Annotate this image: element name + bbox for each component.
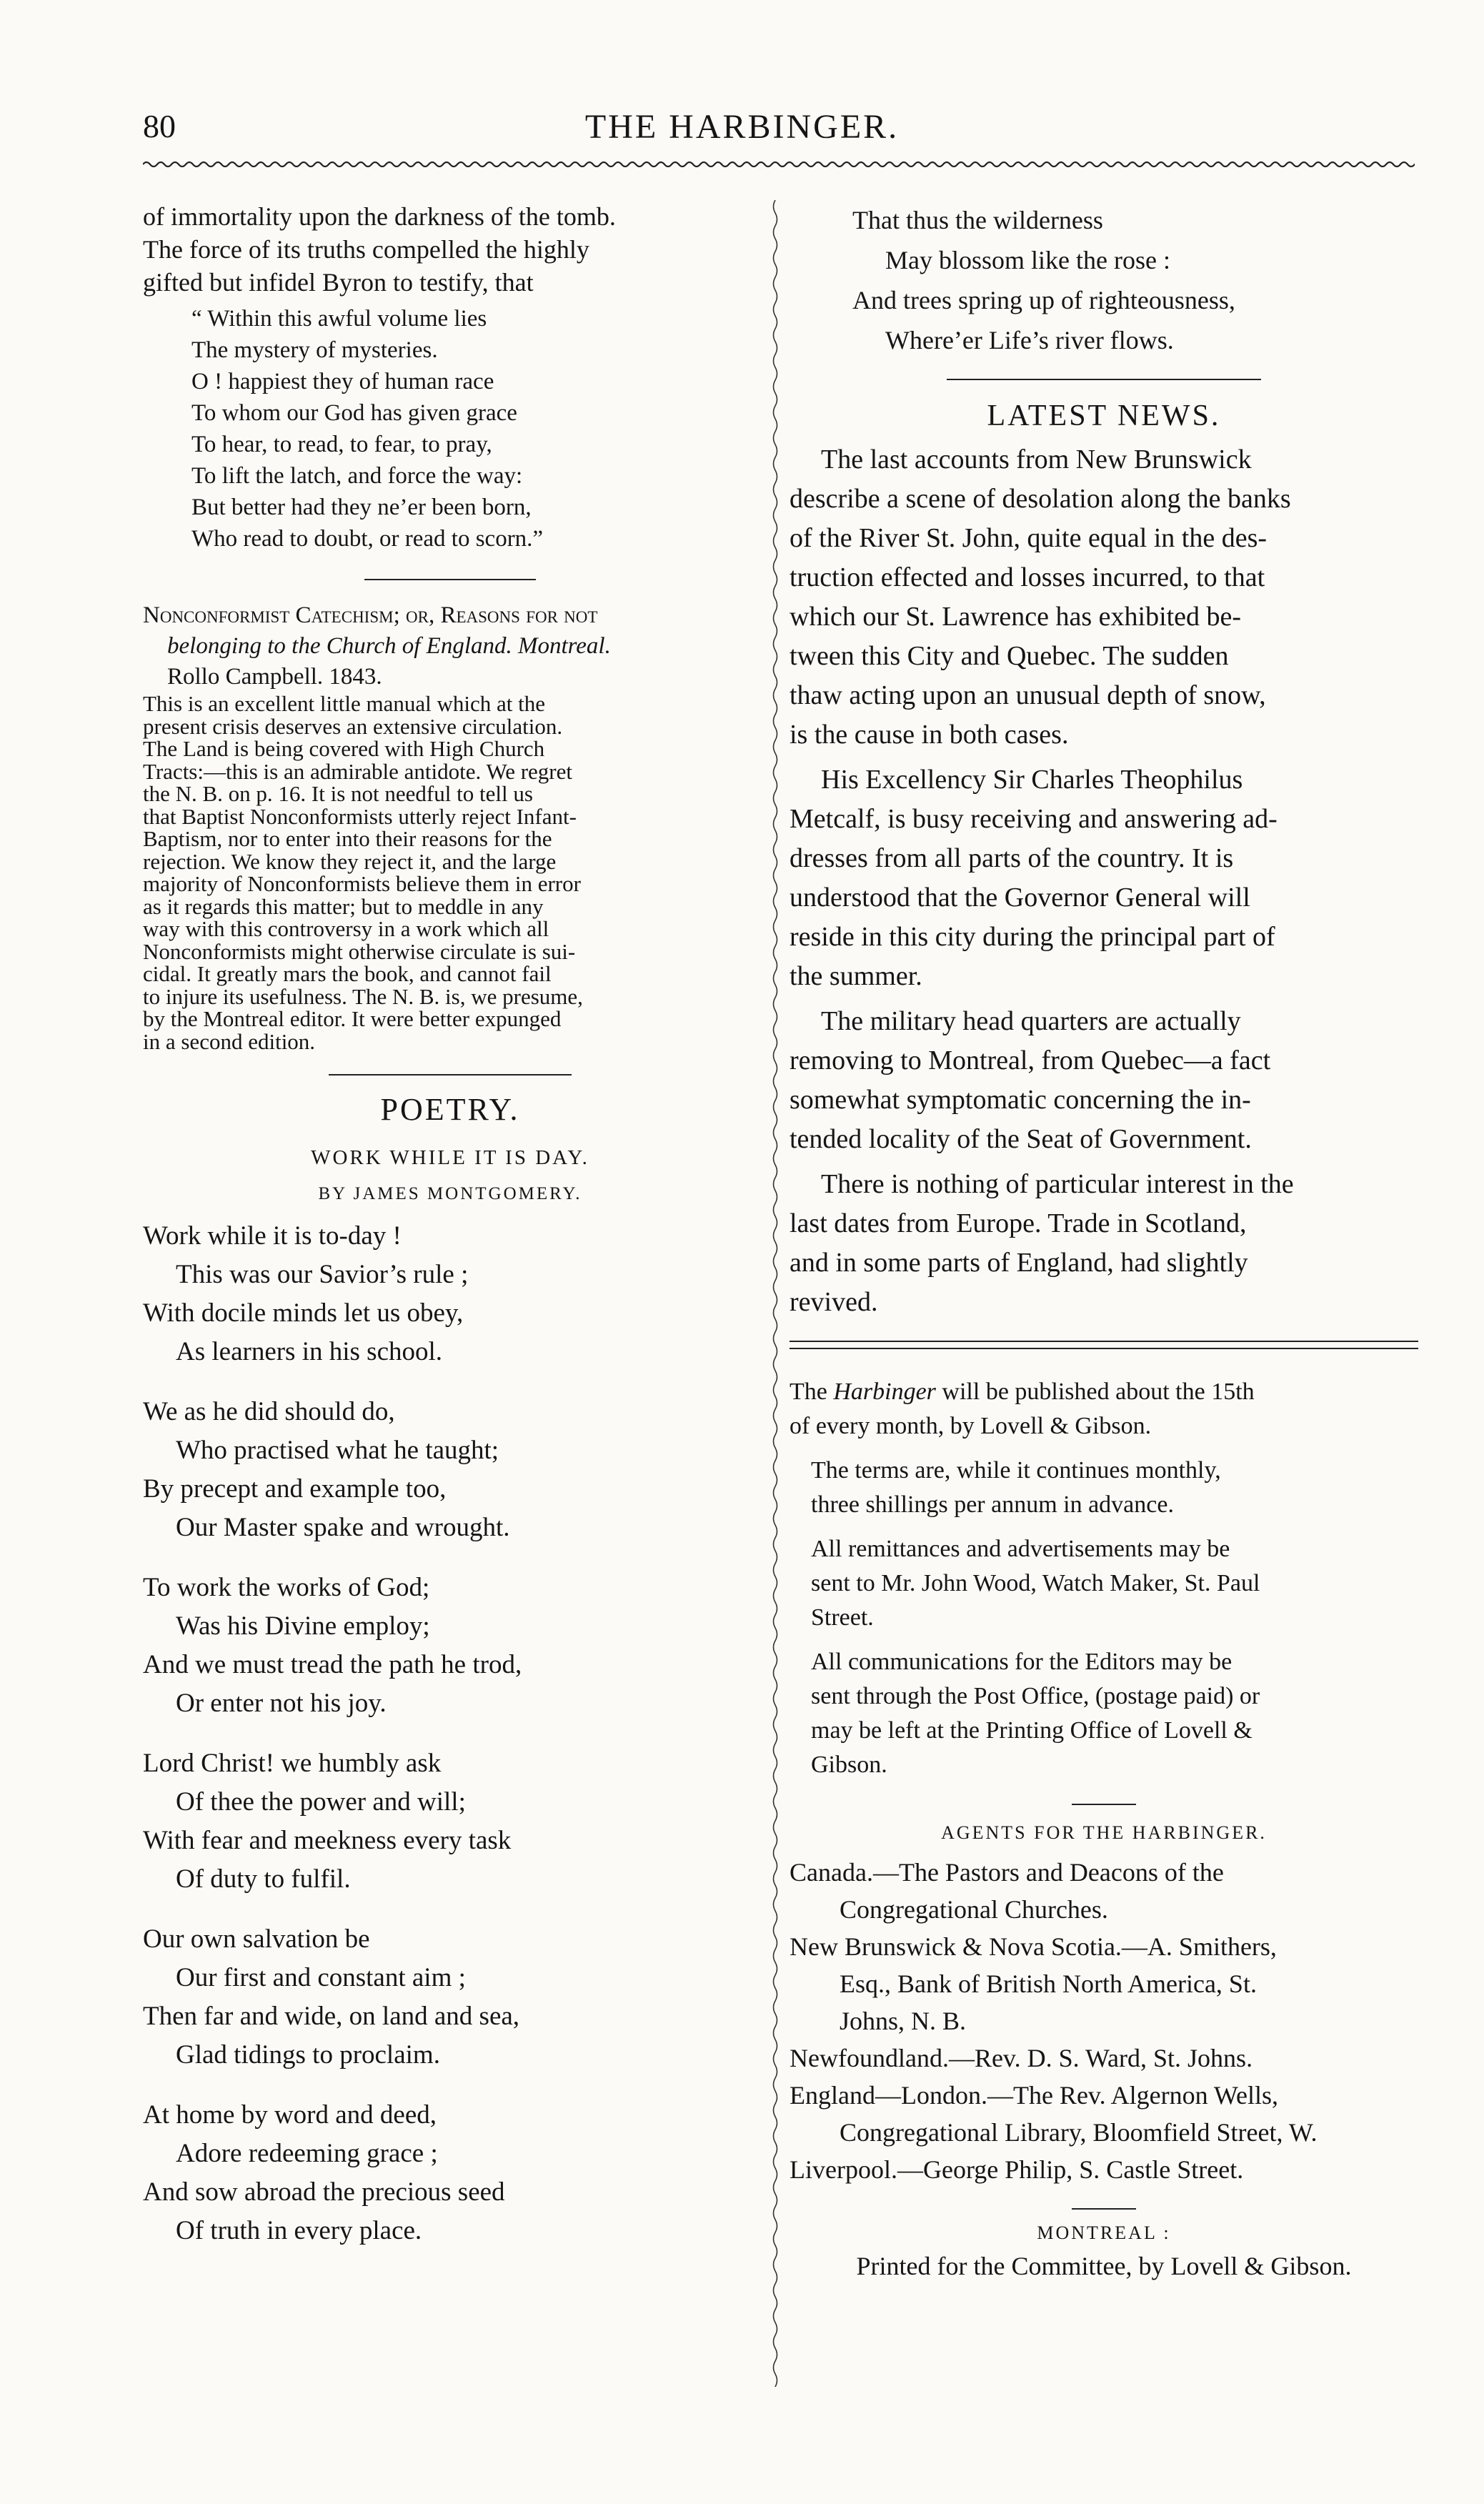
agent-line: Congregational Library, Bloomfield Street, W. — [840, 2118, 1318, 2147]
agent-entry — [790, 2040, 1418, 2077]
review-line: by the Montreal editor. It were better expunged — [143, 1006, 562, 1031]
agent-line: Johns, N. B. — [840, 2007, 967, 2035]
agent-line: Newfoundland.—Rev. D. S. Ward, St. Johns. — [790, 2044, 1253, 2072]
byron-quotation — [143, 303, 757, 555]
section-rule — [947, 379, 1261, 380]
news-line: and in some parts of England, had slightly — [790, 1248, 1248, 1278]
agents-list — [790, 1854, 1418, 2188]
poem-line: We as he did should do, — [143, 1397, 395, 1426]
left-column — [143, 200, 757, 2272]
review-citation-line: Nonconformist Catechism; or, Reasons for not — [143, 602, 598, 628]
notice-remittances — [790, 1532, 1418, 1635]
review-line: Baptism, nor to enter into their reasons for the — [143, 826, 552, 851]
news-line: somewhat symptomatic concerning the in- — [790, 1085, 1251, 1115]
double-rule — [790, 1341, 1418, 1349]
review-line: the N. B. on p. 16. It is not needful to tell us — [143, 781, 533, 806]
intro-paragraph — [143, 200, 757, 299]
news-line: tended locality of the Seat of Government. — [790, 1124, 1252, 1154]
news-line: describe a scene of desolation along the banks — [790, 484, 1291, 514]
text-line: The force of its truths compelled the highly — [143, 235, 589, 264]
review-citation-line: Rollo Campbell. 1843. — [167, 664, 382, 690]
notices — [790, 1375, 1418, 1782]
poem-line: Work while it is to-day ! — [143, 1221, 402, 1251]
poem-line: Of truth in every place. — [176, 2216, 422, 2245]
agent-entry — [790, 2077, 1418, 2151]
notice-publication: The Harbinger will be published about the 15th of every month, by Lovell & Gibson. — [790, 1375, 1418, 1444]
section-rule — [364, 579, 536, 580]
review-line: Nonconformists might otherwise circulate is sui- — [143, 938, 576, 964]
page-number: 80 — [143, 108, 176, 144]
notice-line: of every month, by Lovell & Gibson. — [790, 1413, 1152, 1439]
news-line: which our St. Lawrence has exhibited be- — [790, 602, 1242, 632]
news-line: There is nothing of particular interest in the — [821, 1169, 1294, 1199]
agent-entry — [790, 2151, 1418, 2188]
poem-title: WORK WHILE IT IS DAY. — [311, 1146, 589, 1169]
review-line: present crisis deserves an extensive circulation. — [143, 713, 563, 739]
agent-entry — [790, 1928, 1418, 2040]
news-line: thaw acting upon an unusual depth of snow, — [790, 680, 1266, 710]
poem-line: Of duty to fulfil. — [176, 1864, 351, 1894]
poem-line: Glad tidings to proclaim. — [176, 2040, 440, 2070]
news-line: is the cause in both cases. — [790, 720, 1069, 750]
poem-line: This was our Savior’s rule ; — [176, 1260, 469, 1289]
notice-line: All communications for the Editors may be — [811, 1649, 1232, 1675]
agent-line: Esq., Bank of British North America, St. — [840, 1969, 1257, 1998]
quote-line: “ Within this awful volume lies — [191, 306, 487, 332]
quote-line: To lift the latch, and force the way: — [191, 463, 523, 489]
poem-line: Our first and constant aim ; — [176, 1963, 466, 1992]
poem-line: Was his Divine employ; — [176, 1611, 430, 1641]
review-line: rejection. We know they reject it, and the large — [143, 848, 557, 874]
poem-line: And trees spring up of righteousness, — [852, 286, 1235, 314]
news-line: removing to Montreal, from Quebec—a fact — [790, 1045, 1271, 1075]
text-line: gifted but infidel Byron to testify, that — [143, 268, 534, 297]
notice-line: three shillings per annum in advance. — [811, 1491, 1174, 1518]
poem-line: With fear and meekness every task — [143, 1826, 512, 1855]
poem-line: By precept and example too, — [143, 1474, 447, 1504]
poem-stanza — [143, 1920, 757, 2075]
review-line: in a second edition. — [143, 1028, 316, 1054]
quote-line: Who read to doubt, or read to scorn.” — [191, 526, 544, 552]
review-line: way with this controversy in a work which all — [143, 916, 549, 941]
agent-line: England—London.—The Rev. Algernon Wells, — [790, 2081, 1278, 2110]
poem-line: To work the works of God; — [143, 1573, 430, 1602]
quote-line: To whom our God has given grace — [191, 400, 517, 426]
quote-line: But better had they ne’er been born, — [191, 495, 532, 520]
news-paragraph — [790, 1002, 1418, 1159]
news-line: truction effected and losses incurred, to that — [790, 562, 1265, 592]
notice-line: Gibson. — [811, 1752, 887, 1778]
agent-entry — [790, 1854, 1418, 1928]
poem-line: At home by word and deed, — [143, 2100, 437, 2130]
news-line: The military head quarters are actually — [821, 1006, 1241, 1036]
poem-line: As learners in his school. — [176, 1337, 443, 1366]
poem-stanza — [143, 1393, 757, 1547]
review-line: Tracts:—this is an admirable antidote. We regret — [143, 758, 573, 784]
quote-line: O ! happiest they of human race — [191, 369, 494, 394]
agent-line: Congregational Churches. — [840, 1895, 1108, 1924]
agent-line: New Brunswick & Nova Scotia.—A. Smithers, — [790, 1932, 1277, 1961]
poem-ending — [790, 200, 1418, 360]
journal-title: THE HARBINGER. — [584, 108, 900, 146]
review-line: that Baptist Nonconformists utterly reject Infant- — [143, 803, 577, 829]
poem-line: Who practised what he taught; — [176, 1436, 499, 1465]
poem-line: Where’er Life’s river flows. — [885, 326, 1174, 354]
news-line: last dates from Europe. Trade in Scotland, — [790, 1208, 1247, 1238]
notice-terms — [790, 1454, 1418, 1522]
quote-line: To hear, to read, to fear, to pray, — [191, 432, 492, 457]
review-line: majority of Nonconformists believe them in error — [143, 871, 581, 896]
poem-line: And sow abroad the precious seed — [143, 2177, 505, 2207]
right-column — [790, 200, 1418, 2281]
news-line: understood that the Governor General will — [790, 883, 1250, 913]
review-line: The Land is being covered with High Church — [143, 736, 545, 761]
poem-line: Our Master spake and wrought. — [176, 1513, 510, 1542]
notice-line: sent through the Post Office, (postage paid) or — [811, 1683, 1260, 1709]
poetry-heading: POETRY. — [380, 1092, 520, 1127]
poem-line: Or enter not his joy. — [176, 1689, 387, 1718]
notice-line: All remittances and advertisements may be — [811, 1536, 1230, 1562]
agent-line: Canada.—The Pastors and Deacons of the — [790, 1858, 1224, 1887]
review-citation — [143, 600, 757, 692]
poem-author: BY JAMES MONTGOMERY. — [318, 1184, 582, 1203]
poem-line: Lord Christ! we humbly ask — [143, 1749, 442, 1778]
section-rule — [1072, 1804, 1136, 1805]
news-line: tween this City and Quebec. The sudden — [790, 641, 1229, 671]
news-line: revived. — [790, 1287, 878, 1317]
section-rule — [1072, 2208, 1136, 2210]
poem-line: And we must tread the path he trod, — [143, 1650, 522, 1679]
review-body — [143, 692, 757, 1053]
poem-body — [143, 1217, 757, 2250]
agent-line: Liverpool.—George Philip, S. Castle Street. — [790, 2155, 1244, 2184]
review-line: as it regards this matter; but to meddle in any — [143, 893, 544, 919]
news-line: reside in this city during the principal part of — [790, 922, 1275, 952]
poem-line: With docile minds let us obey, — [143, 1298, 464, 1328]
notice-line: may be left at the Printing Office of Lovell & — [811, 1717, 1253, 1744]
review-line: This is an excellent little manual which at the — [143, 691, 545, 716]
news-body — [790, 440, 1418, 1322]
news-heading: LATEST NEWS. — [987, 399, 1221, 432]
text-line: of immortality upon the darkness of the tomb. — [143, 202, 616, 231]
poem-stanza — [143, 2096, 757, 2250]
poem-line: May blossom like the rose : — [885, 246, 1170, 274]
quote-line: The mystery of mysteries. — [191, 337, 438, 363]
poem-stanza — [143, 1744, 757, 1899]
news-line: of the River St. John, quite equal in the des- — [790, 523, 1268, 553]
news-line: The last accounts from New Brunswick — [821, 444, 1252, 475]
poem-line: That thus the wilderness — [852, 206, 1103, 234]
agents-heading: AGENTS FOR THE HARBINGER. — [941, 1822, 1267, 1843]
news-line: dresses from all parts of the country. It is — [790, 843, 1234, 873]
notice-communications — [790, 1645, 1418, 1782]
poem-line: Our own salvation be — [143, 1924, 370, 1954]
review-line: to injure its usefulness. The N. B. is, we presume, — [143, 983, 583, 1009]
news-line: His Excellency Sir Charles Theophilus — [821, 765, 1243, 795]
news-line: the summer. — [790, 961, 922, 991]
poem-line: Then far and wide, on land and sea, — [143, 2002, 520, 2031]
imprint-place: MONTREAL : — [1037, 2222, 1171, 2243]
poem-stanza — [143, 1569, 757, 1723]
poem-stanza — [143, 1217, 757, 1371]
news-paragraph — [790, 1165, 1418, 1322]
imprint-line: Printed for the Committee, by Lovell & Gibson. — [856, 2252, 1352, 2280]
column-divider — [770, 200, 780, 2387]
news-paragraph — [790, 440, 1418, 755]
poem-line: Of thee the power and will; — [176, 1787, 466, 1817]
poem-line: Adore redeeming grace ; — [176, 2139, 438, 2168]
notice-line: sent to Mr. John Wood, Watch Maker, St. Paul — [811, 1570, 1260, 1596]
section-rule — [329, 1074, 572, 1075]
header-wavy-rule — [143, 159, 1415, 170]
review-citation-line: belonging to the Church of England. Montreal. — [167, 633, 611, 659]
page-header — [0, 107, 1484, 157]
notice-line: The terms are, while it continues monthly, — [811, 1457, 1221, 1484]
notice-line: Street. — [811, 1604, 874, 1631]
review-line: cidal. It greatly mars the book, and cannot fail — [143, 961, 552, 986]
news-paragraph — [790, 760, 1418, 996]
news-line: Metcalf, is busy receiving and answering ad- — [790, 804, 1278, 834]
